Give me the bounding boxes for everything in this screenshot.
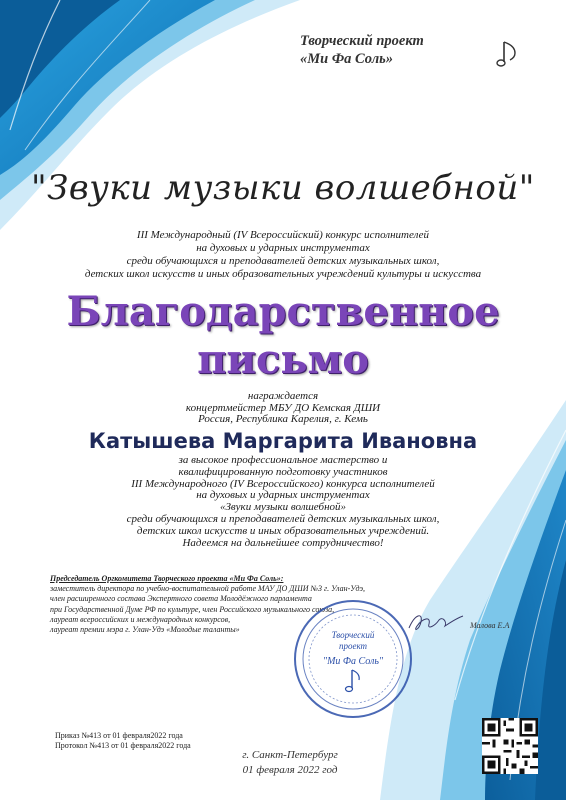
awarded-block — [0, 391, 566, 426]
reason-line: за высокое профессиональное мастерство и — [178, 454, 388, 466]
place: г. Санкт-Петербург — [242, 749, 338, 761]
contest-line: детских школ искусств и иных образовательных учреждений культуры и искусства — [84, 268, 482, 280]
reason-block — [0, 455, 566, 549]
awarded-line: Россия, Республика Карелия, г. Кемь — [198, 413, 368, 425]
contest-title: "Звуки музыки волшебной" — [31, 168, 535, 208]
reason-line: «Звуки музыки волшебной» — [219, 501, 347, 514]
letter-heading-line-1: Благодарственное — [66, 288, 500, 335]
contest-line: на духовых и ударных инструментах — [196, 242, 370, 254]
signature-mark — [405, 608, 465, 638]
reason-line: на духовых и ударных инструментах — [196, 489, 370, 502]
contest-description — [0, 229, 566, 281]
place-date — [230, 748, 350, 778]
organization-stamp — [292, 598, 414, 720]
date: 01 февраля 2022 год — [242, 764, 338, 776]
reason-line: III Международного (IV Всероссийского) конкурса исполнителей — [131, 477, 435, 490]
reason-line: Надеемся на дальнейшее сотрудничество! — [182, 536, 384, 549]
chair-line: лауреат всероссийских и международных конкурсов, — [50, 614, 231, 624]
awarded-line: награждается — [247, 390, 319, 402]
recipient-name: Катышева Маргарита Ивановна — [88, 429, 478, 453]
project-line-1: Творческий проект — [300, 33, 424, 49]
stamp-line-2: проект — [338, 641, 368, 651]
signature-name: Малова Е.А — [470, 621, 510, 630]
qr-code-icon[interactable] — [482, 718, 538, 774]
contest-line: III Международный (IV Всероссийский) конкурс исполнителей — [136, 229, 430, 241]
orders-block — [55, 731, 191, 751]
reason-line: детских школ искусств и иных образовательных учреждений. — [136, 524, 430, 537]
reason-line: среди обучающихся и преподавателей детских музыкальных школ, — [126, 512, 440, 525]
awarded-line: концертмейстер МБУ ДО Кемская ДШИ — [185, 401, 381, 414]
chair-line: при Государственной Думе РФ по культуре, член Российского музыкального союза, — [50, 604, 335, 614]
reason-line: квалифицированную подготовку участников — [178, 465, 388, 478]
music-note-icon — [495, 38, 523, 70]
chair-line: лауреат премии мэра г. Улан-Удэ «Молодые таланты» — [50, 625, 240, 635]
chair-heading: Председатель Оргкомитета Творческого проекта «Ми Фа Соль»: — [50, 574, 284, 583]
order-line: Протокол №413 от 01 февраля2022 года — [55, 741, 191, 750]
project-name — [300, 32, 500, 68]
chair-line: заместитель директора по учебно-воспитательной работе МАУ ДО ДШИ №3 г. Улан-Удэ, — [50, 584, 366, 594]
stamp-line-3: "Ми Фа Соль" — [322, 656, 384, 667]
letter-heading-line-2: письмо — [197, 336, 369, 383]
order-line: Приказ №413 от 01 февраля2022 года — [55, 731, 183, 740]
project-line-2: «Ми Фа Соль» — [300, 51, 394, 67]
stamp-line-1: Творческий — [331, 630, 375, 640]
chair-line: член расширенного состава Экспертного совета Молодёжного парламента — [50, 594, 312, 604]
contest-line: среди обучающихся и преподавателей детских музыкальных школ, — [126, 255, 440, 267]
